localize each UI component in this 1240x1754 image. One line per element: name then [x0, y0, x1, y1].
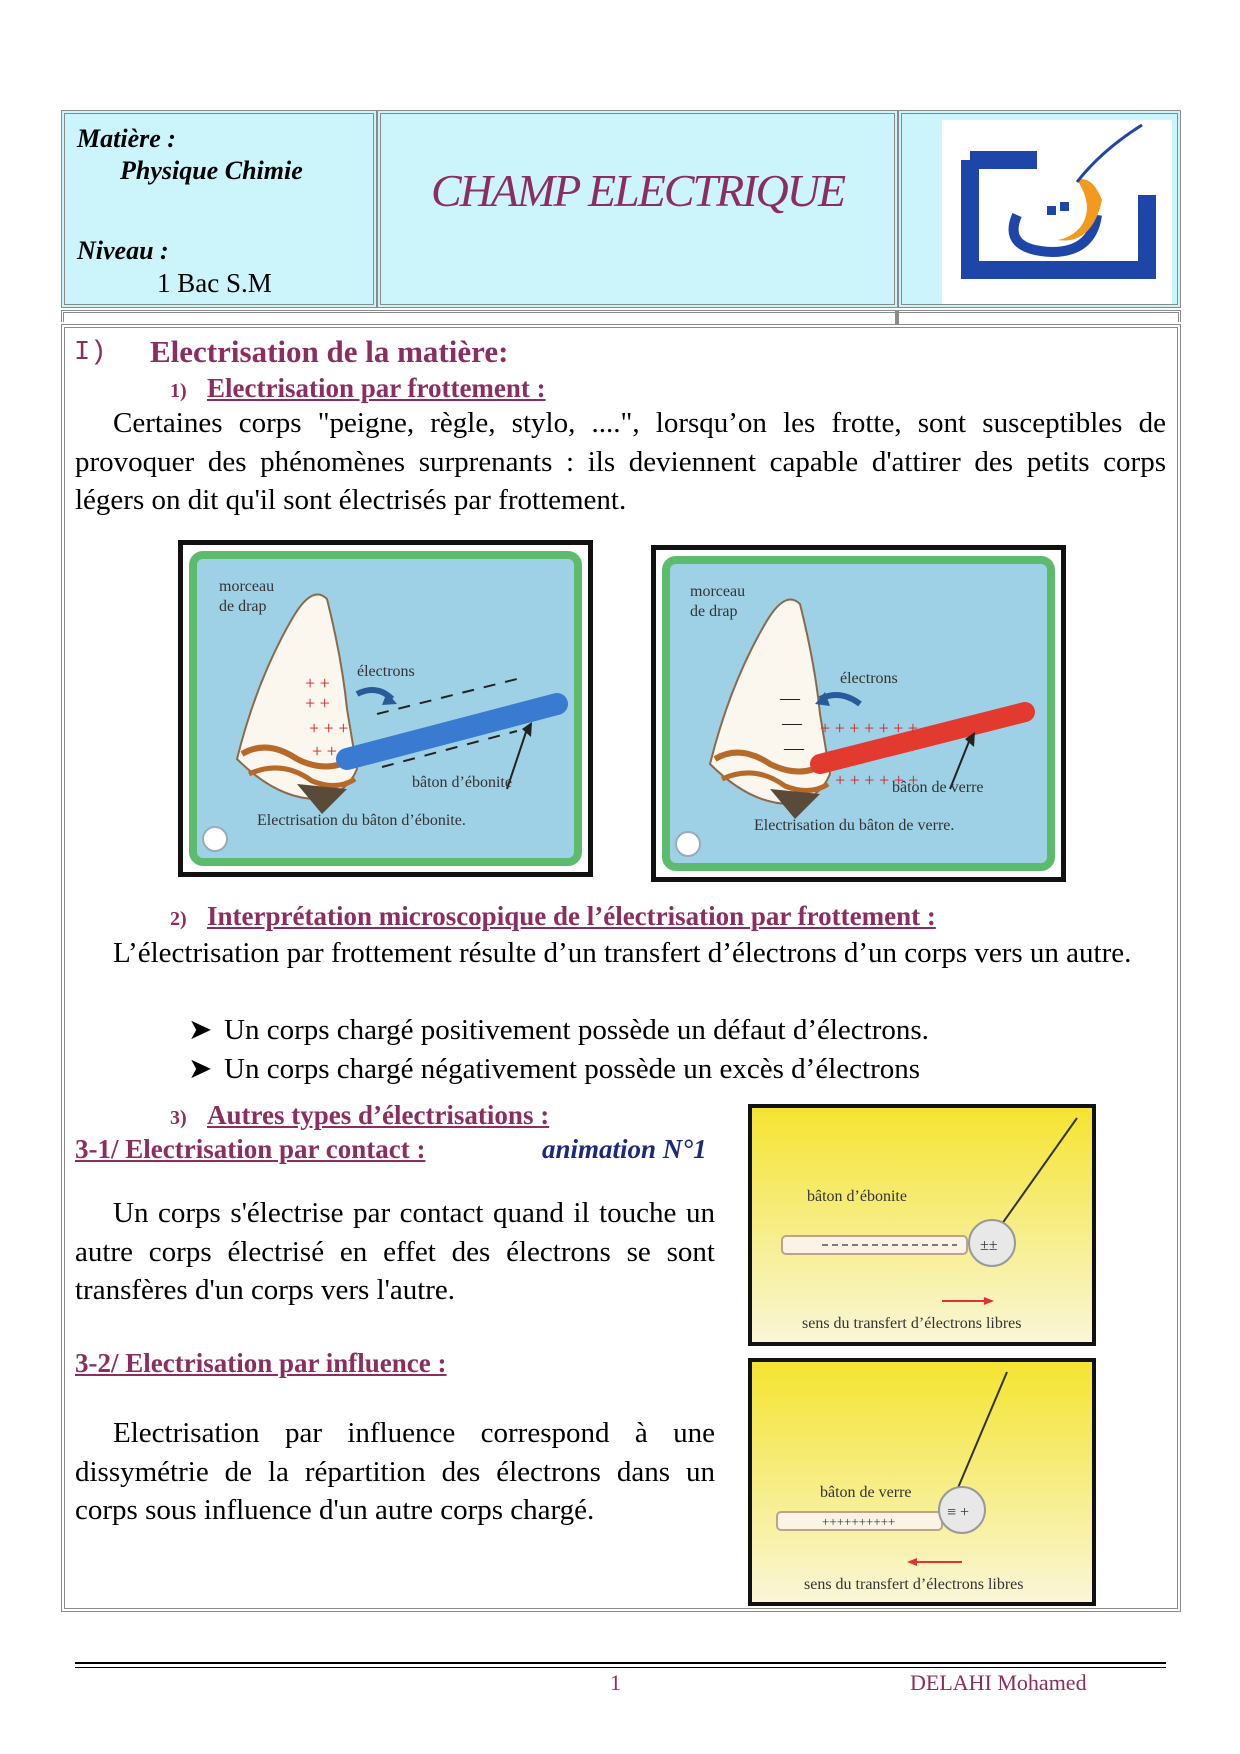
subject-value: Physique Chimie — [120, 156, 303, 185]
ebonite-label-electrons: électrons — [357, 663, 415, 680]
subsection1-text: Certaines corps "peigne, règle, stylo, ....", lorsqu’on les frotte, sont susceptibles de provoquer des phénomènes surprenants : ils deviennent capable d'attirer des petits corps légers on dit qu'il sont électrisés par frottement. — [75, 407, 1166, 516]
ebonite-label-rod: bâton d’ébonite — [412, 774, 512, 791]
svg-text:≡ +: ≡ + — [947, 1504, 970, 1521]
figure-contact — [748, 1104, 1096, 1346]
section-title: Electrisation de la matière: — [150, 334, 509, 369]
figure-verre-inner — [662, 556, 1055, 871]
verre-caption: Electrisation du bâton de verre. — [754, 817, 955, 834]
header-info-cell — [61, 110, 377, 308]
header-logo-cell — [898, 110, 1181, 308]
bullet-list — [188, 1011, 1148, 1088]
svg-text:+ + +: + + + — [309, 718, 349, 738]
page-number: 1 — [610, 1670, 621, 1695]
influence-illustration — [752, 1362, 1092, 1602]
contact-caption: sens du transfert d’électrons libres — [802, 1315, 1022, 1332]
subsection2-text: L’électrisation par frottement résulte d’un transfert d’électrons d’un corps vers un autre. — [113, 937, 1132, 969]
author-name: DELAHI Mohamed — [910, 1670, 1087, 1695]
contact-label-rod: bâton d’ébonite — [807, 1188, 907, 1205]
subsection3-number: 3) — [170, 1107, 187, 1129]
subsection2-number: 2) — [170, 908, 187, 930]
svg-text:++++++++++: ++++++++++ — [822, 1514, 896, 1529]
ebonite-label-cloth: morceau de drap — [219, 578, 275, 615]
level-value: 1 Bac S.M — [157, 268, 272, 298]
svg-text:±±: ±± — [980, 1237, 998, 1254]
svg-text:—: — — [782, 712, 802, 734]
subsection1-number: 1) — [170, 380, 187, 402]
subsection2-title: Interprétation microscopique de l’électrisation par frottement : — [207, 901, 936, 931]
influence-title: 3-2/ Electrisation par influence : — [75, 1348, 447, 1378]
contact-text: Un corps s'électrise par contact quand il touche un autre corps électrisé en effet des électrons se sont transfères d'un corps vers l'autre. — [75, 1197, 715, 1306]
animation-link[interactable]: animation N°1 — [542, 1134, 707, 1164]
page-title: CHAMP ELECTRIQUE — [430, 165, 845, 216]
influence-text: Electrisation par influence correspond à une dissymétrie de la répartition des électrons dans un corps sous influence d'un autre corps chargé. — [75, 1417, 715, 1526]
header-title-cell — [377, 110, 898, 308]
footer-rule — [75, 1662, 1166, 1664]
svg-text:—: — — [780, 687, 800, 709]
ebonite-caption: Electrisation du bâton d’ébonite. — [257, 812, 466, 829]
figure-verre — [651, 545, 1066, 882]
logo-icon — [942, 120, 1172, 304]
subsection3-title: Autres types d’électrisations : — [207, 1100, 550, 1130]
verre-label-rod: bâton de verre — [892, 779, 984, 796]
svg-text:+ + + + + + +: + + + + + + + — [820, 718, 919, 738]
svg-text:+ +: + + — [312, 741, 337, 761]
svg-text:+ +: + + — [305, 673, 330, 693]
level-label: Niveau : — [77, 236, 169, 265]
bullet-item: ➤ Un corps chargé positivement possède un défaut d’électrons. — [188, 1011, 1148, 1050]
verre-label-cloth: morceau de drap — [690, 583, 746, 620]
influence-caption: sens du transfert d’électrons libres — [804, 1576, 1024, 1593]
contact-illustration — [752, 1108, 1092, 1342]
influence-label-rod: bâton de verre — [820, 1484, 912, 1501]
contact-title: 3-1/ Electrisation par contact : — [75, 1134, 426, 1164]
arrow-bullet-icon: ➤ — [188, 1052, 213, 1085]
section-number: I) — [74, 338, 107, 368]
header-divider-tick — [895, 310, 899, 324]
arrow-bullet-icon: ➤ — [188, 1014, 213, 1046]
verre-label-electrons: électrons — [840, 670, 898, 687]
svg-text:—: — — [784, 737, 804, 759]
figure-ebonite — [178, 540, 593, 877]
footer-rule-thin — [75, 1667, 1166, 1668]
header-divider — [61, 310, 1181, 322]
subject-label: Matière : — [77, 124, 176, 153]
figure-ebonite-inner — [189, 551, 582, 866]
subsection1-title: Electrisation par frottement : — [207, 373, 546, 403]
svg-text:+ + + + + +: + + + + + + — [835, 770, 919, 790]
bullet-item: ➤ Un corps chargé négativement possède un excès d’électrons — [188, 1050, 1148, 1089]
figure-influence — [748, 1358, 1096, 1606]
svg-text:+ +: + + — [305, 693, 330, 713]
